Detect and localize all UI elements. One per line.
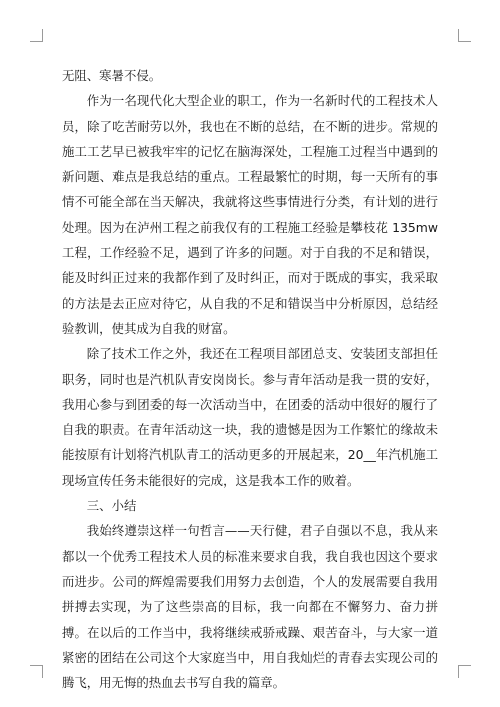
paragraph-work-summary: 作为一名现代化大型企业的职工，作为一名新时代的工程技术人员，除了吃苦耐劳以外，我也在不断的总结，在不断的进步。常规的施工工艺早已被我牢牢的记忆在脑海深处，工程施工过程当中遇到的新问题、难点是我总结的重点。工程最繁忙的时期，每一天所有的事情不可能全部在当天解决，我就将这些事情进行分类，有计划的进行处理。因为在泸州工程之前我仅有的工程施工经验是攀枝花 135mw 工程，工作经验不足，遇到了许多的问题。对于自我的不足和错误，能及时纠正过来的我都作到了及时纠正，而对于既成的事实，我采取的方法是去正应对待它，从自我的不足和错误当中分析原因，总结经验教训，使其成为自我的财富。 [62,93,438,336]
crop-mark-bottom-right [458,665,471,678]
crop-mark-bottom-left [30,665,43,678]
paragraph-youth-activities: 除了技术工作之外，我还在工程项目部团总支、安装团支部担任职务，同时也是汽机队青安岗岗长。参与青年活动是我一贯的安好，我用心参与到团委的每一次活动当中，在团委的活动中很好的履行了自我的职责。在青年活动这一块，我的遗憾是因为工作繁忙的缘故未能按原有计划将汽机队青工的活动更多的开展起来，20__年汽机施工现场宣传任务未能很好的完成，这是我本工作的败着。 [62,346,438,488]
crop-mark-top-right [458,29,471,42]
document-body [62,63,438,695]
section-heading-summary: 三、小结 [86,498,137,514]
crop-mark-top-left [30,29,43,42]
paragraph-conclusion: 我始终遵崇这样一句哲言——天行健，君子自强以不息，我从来都以一个优秀工程技术人员的标准来要求自我，我自我也因这个要求而进步。公司的辉煌需要我们用努力去创造，个人的发展需要自我用拼搏去实现，为了这些崇高的目标，我一向都在不懈努力、奋力拼搏。在以后的工作当中，我将继续戒骄戒躁、艰苦奋斗，与大家一道紧密的团结在公司这个大家庭当中，用自我灿烂的青春去实现公司的腾飞，用无悔的热血去书写自我的篇章。 [62,523,438,691]
paragraph-continuation: 无阻、寒暑不侵。 [62,68,162,83]
